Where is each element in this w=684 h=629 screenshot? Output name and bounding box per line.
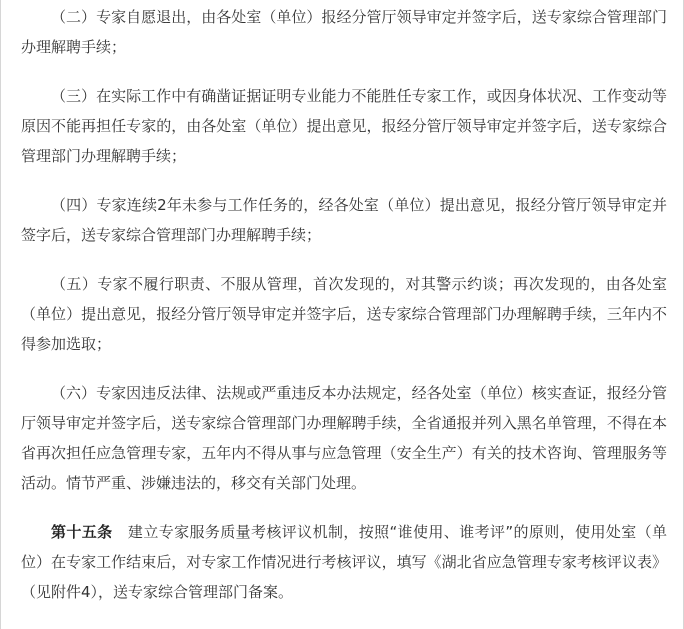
- paragraph-item-5: [21, 269, 667, 359]
- paragraph-text: （五）专家不履行职责、不服从管理，首次发现的，对其警示约谈；再次发现的，由各处室（单位）提出意见，报经分管厅领导审定并签字后，送专家综合管理部门办理解聘手续，三年内不得参加选取；: [21, 275, 667, 353]
- article-spacer: [113, 523, 128, 541]
- paragraph-text: （六）专家因违反法律、法规或严重违反本办法规定，经各处室（单位）核实查证，报经分管厅领导审定并签字后，送专家综合管理部门办理解聘手续，全省通报并列入黑名单管理，不得在本省再次担任应急管理专家，五年内不得从事与应急管理（安全生产）有关的技术咨询、管理服务等活动。情节严重、涉嫌违法的，移交有关部门处理。: [21, 384, 667, 492]
- paragraph-item-3: [21, 81, 667, 171]
- paragraph-item-2: [21, 2, 667, 62]
- paragraph-text: （三）在实际工作中有确凿证据证明专业能力不能胜任专家工作，或因身体状况、工作变动等原因不能再担任专家的，由各处室（单位）提出意见，报经分管厅领导审定并签字后，送专家综合管理部门办理解聘手续；: [21, 87, 667, 165]
- paragraph-text: （二）专家自愿退出，由各处室（单位）报经分管厅领导审定并签字后，送专家综合管理部门办理解聘手续；: [21, 8, 667, 56]
- article-number: 第十五条: [51, 523, 113, 541]
- paragraph-text: 建立专家服务质量考核评议机制，按照“谁使用、谁考评”的原则，使用处室（单位）在专家工作结束后，对专家工作情况进行考核评议，填写《湖北省应急管理专家考核评议表》（见附件4），送专家综合管理部门备案。: [21, 523, 667, 601]
- article-15-paragraph: [21, 517, 667, 607]
- document-body: [21, 2, 667, 607]
- paragraph-text: （四）专家连续2年未参与工作任务的，经各处室（单位）提出意见，报经分管厅领导审定并签字后，送专家综合管理部门办理解聘手续；: [21, 196, 667, 244]
- paragraph-item-6: [21, 378, 667, 498]
- paragraph-item-4: [21, 190, 667, 250]
